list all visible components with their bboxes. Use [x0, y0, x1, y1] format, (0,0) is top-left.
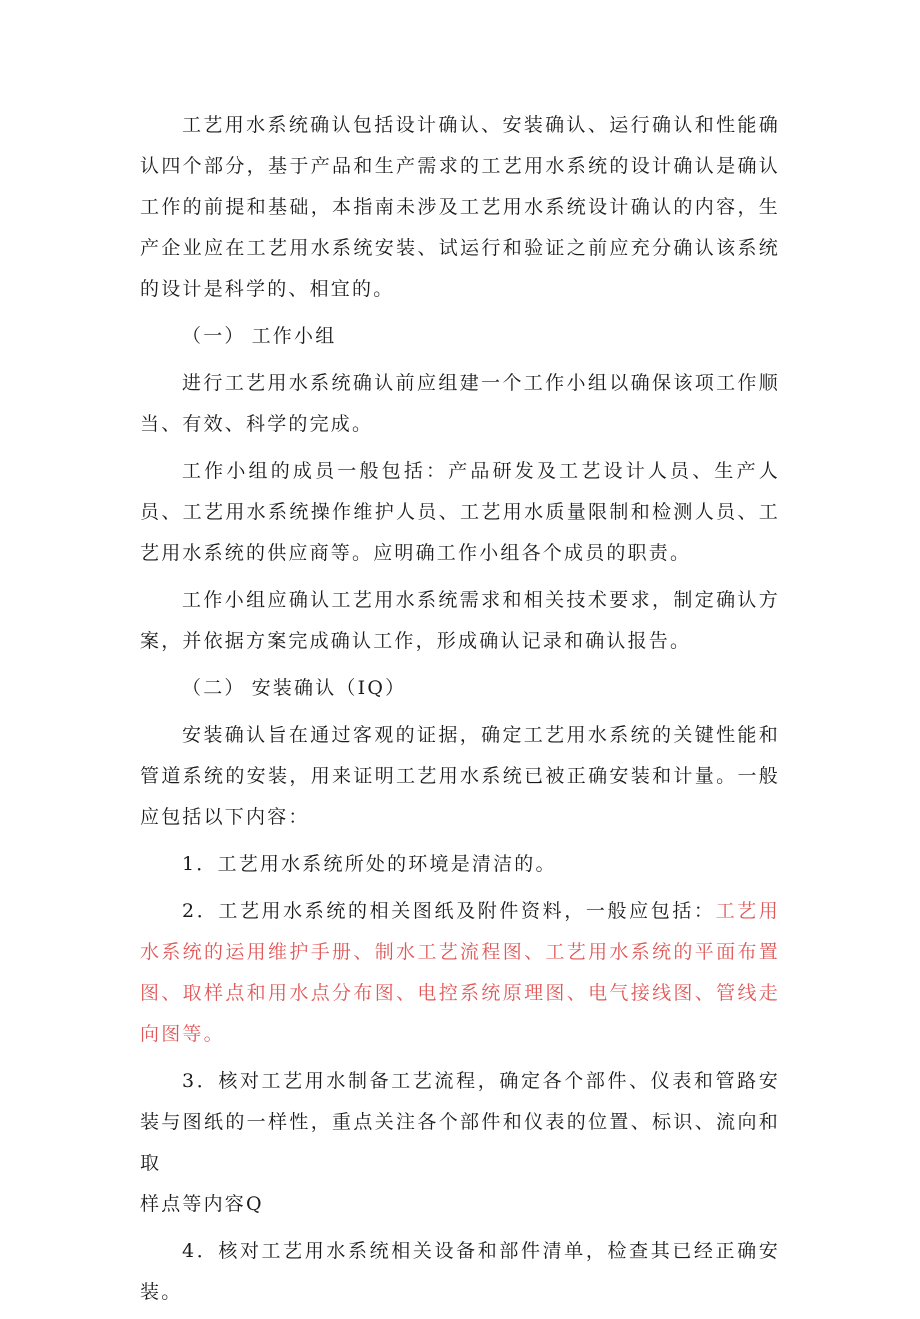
paragraph-group-purpose: 进行工艺用水系统确认前应组建一个工作小组以确保该项工作顺当、有效、科学的完成。 [140, 372, 780, 435]
list-item-2 [140, 891, 780, 1055]
section-index: （二） [182, 677, 246, 699]
section-title: 工作小组 [251, 325, 337, 347]
section-heading-working-group [140, 316, 780, 357]
list-item-3: 3．核对工艺用水制备工艺流程，确定各个部件、仪表和管路安装与图纸的一样性，重点关注各个部件和仪表的位置、标识、流向和取 [140, 1070, 780, 1174]
list-item-3-continuation: 样点等内容Q [140, 1193, 264, 1215]
paragraph-iq-purpose: 安装确认旨在通过客观的证据，确定工艺用水系统的关键性能和管道系统的安装，用来证明工艺用水系统已被正确安装和计量。一般应包括以下内容： [140, 724, 780, 828]
section-index: （一） [182, 325, 246, 347]
list-item-1: 1．工艺用水系统所处的环境是清洁的。 [182, 853, 557, 875]
paragraph-intro: 工艺用水系统确认包括设计确认、安装确认、运行确认和性能确认四个部分，基于产品和生产需求的工艺用水系统的设计确认是确认工作的前提和基础，本指南未涉及工艺用水系统设计确认的内容，生产企业应在工艺用水系统安装、试运行和验证之前应充分确认该系统的设计是科学的、相宜的。 [140, 114, 780, 300]
list-item-2-highlight: 工艺用水系统的运用维护手册、制水工艺流程图、工艺用水系统的平面布置图、取样点和用水点分布图、电控系统原理图、电气接线图、管线走向图等。 [140, 900, 780, 1045]
list-item-4: 4．核对工艺用水系统相关设备和部件清单，检查其已经正确安装。 [140, 1240, 780, 1303]
document-page [140, 105, 780, 1319]
paragraph-group-members: 工作小组的成员一般包括：产品研发及工艺设计人员、生产人员、工艺用水系统操作维护人员、工艺用水质量限制和检测人员、工艺用水系统的供应商等。应明确工作小组各个成员的职责。 [140, 460, 780, 564]
paragraph-group-duties: 工作小组应确认工艺用水系统需求和相关技术要求，制定确认方案，并依据方案完成确认工作，形成确认记录和确认报告。 [140, 589, 780, 652]
section-title: 安装确认（IQ） [251, 677, 407, 699]
section-heading-installation [140, 668, 780, 709]
list-item-2-text: 2．工艺用水系统的相关图纸及附件资料，一般应包括： [182, 900, 716, 922]
